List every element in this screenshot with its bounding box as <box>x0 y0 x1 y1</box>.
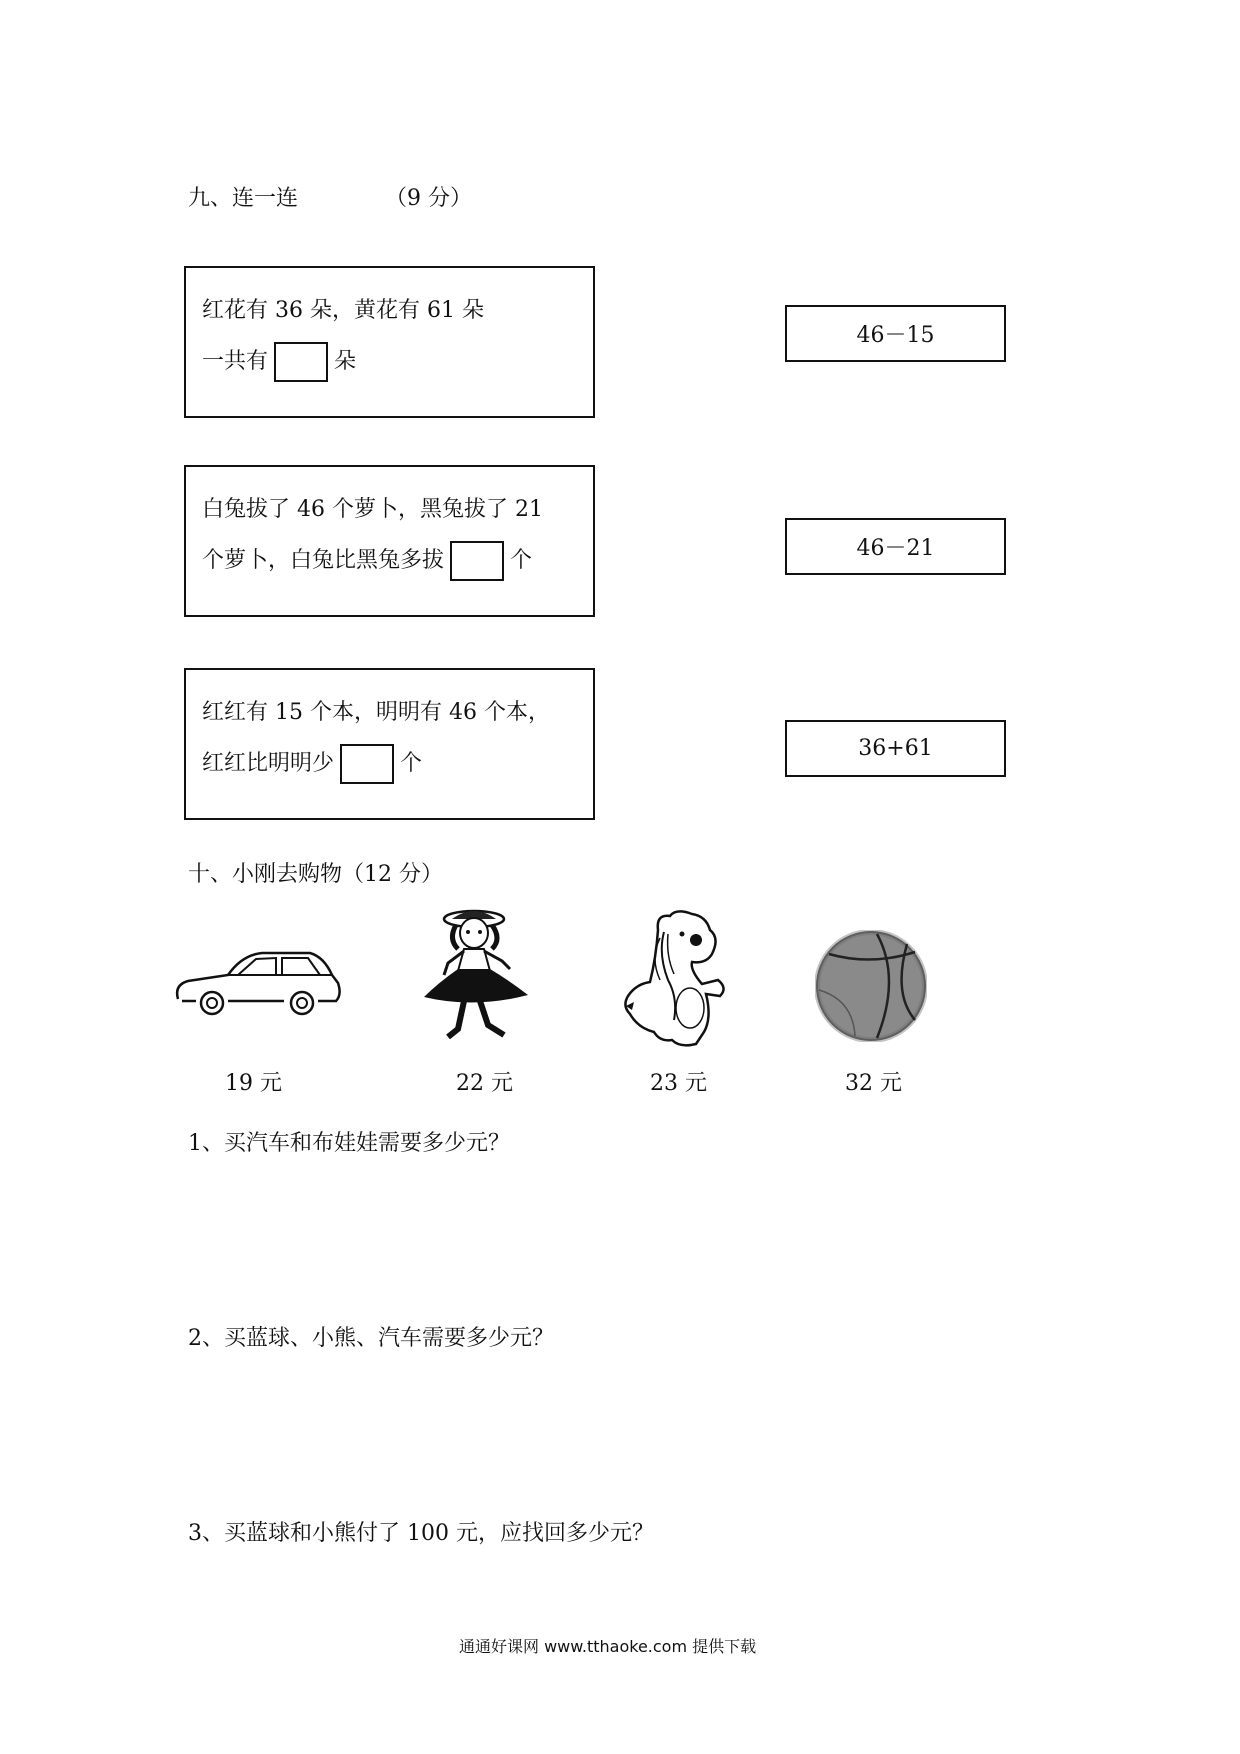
question-1: 1、买汽车和布娃娃需要多少元？ <box>188 1131 510 1156</box>
bear-icon <box>620 910 738 1050</box>
question-1-line1: 红花有 36 朵，黄花有 61 朵 <box>202 298 484 323</box>
footer-text: 通通好课网 www.tthaoke.com 提供下载 <box>459 1637 757 1656</box>
price-doll: 22 元 <box>456 1071 513 1096</box>
question-2-line1: 白兔拔了 46 个萝卜，黑兔拔了 21 <box>202 497 543 522</box>
basketball-icon <box>815 930 927 1042</box>
section10-title: 十、小刚去购物（12 分） <box>188 862 443 887</box>
answer-blank-1[interactable] <box>274 342 328 382</box>
question-2-line2-pre: 个萝卜，白兔比黑兔多拔 <box>202 548 445 573</box>
price-bear: 23 元 <box>650 1071 707 1096</box>
price-basketball: 32 元 <box>845 1071 902 1096</box>
question-2-line2-post: 个 <box>510 548 533 573</box>
expression-box-2[interactable]: 46－21 <box>785 518 1006 575</box>
question-1-line2-post: 朵 <box>334 349 357 374</box>
question-3-line2-post: 个 <box>400 751 423 776</box>
answer-blank-3[interactable] <box>340 744 394 784</box>
question-3-line1: 红红有 15 个本，明明有 46 个本， <box>202 700 550 725</box>
question-box-3 <box>184 668 595 820</box>
question-box-1 <box>184 266 595 418</box>
question-3: 3、买蓝球和小熊付了 100 元，应找回多少元？ <box>188 1521 654 1546</box>
section9-score: （9 分） <box>385 186 472 211</box>
answer-blank-2[interactable] <box>450 541 504 581</box>
doll-icon <box>418 905 534 1039</box>
car-icon <box>172 945 344 1019</box>
question-3-line2-pre: 红红比明明少 <box>202 751 335 776</box>
section9-title: 九、连一连 <box>188 186 299 211</box>
question-1-line2-pre: 一共有 <box>202 349 269 374</box>
expression-box-1[interactable]: 46－15 <box>785 305 1006 362</box>
question-box-2 <box>184 465 595 617</box>
expression-box-3[interactable]: 36+61 <box>785 720 1006 777</box>
price-car: 19 元 <box>225 1071 282 1096</box>
question-2: 2、买蓝球、小熊、汽车需要多少元？ <box>188 1326 554 1351</box>
